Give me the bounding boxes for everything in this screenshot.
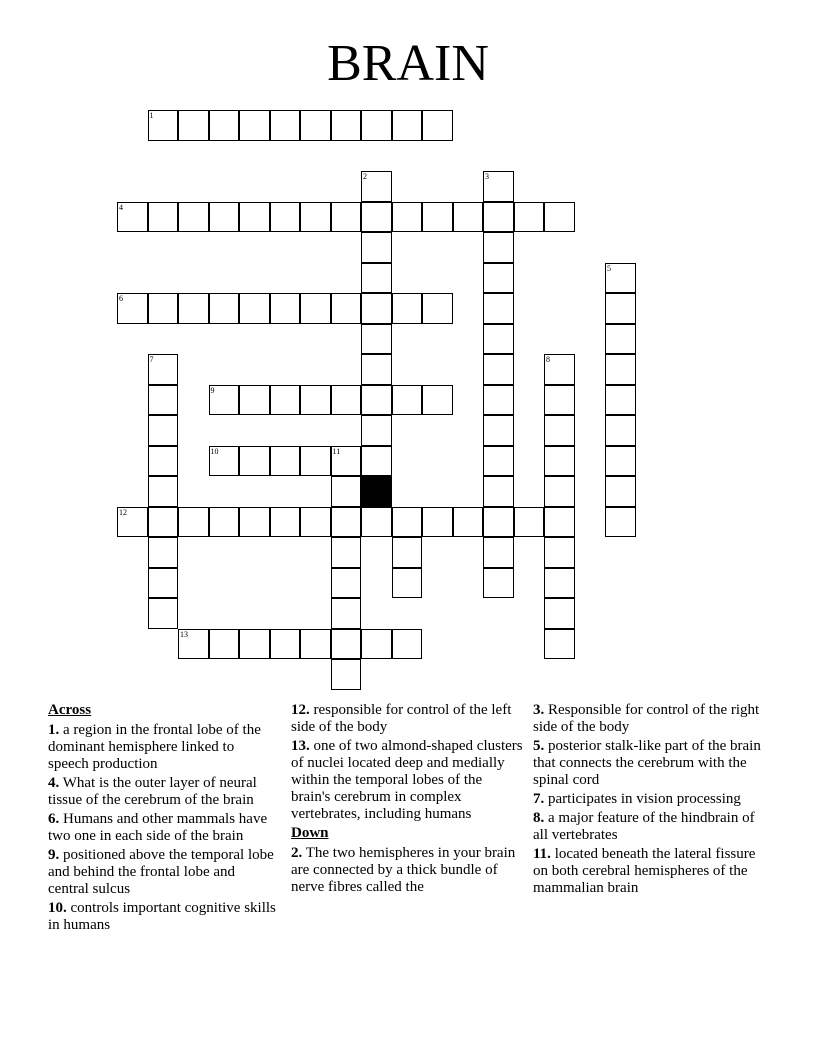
- grid-cell[interactable]: [148, 537, 179, 568]
- grid-cell[interactable]: [392, 537, 423, 568]
- grid-cell[interactable]: [453, 202, 484, 233]
- grid-cell[interactable]: [483, 415, 514, 446]
- grid-cell[interactable]: [209, 507, 240, 538]
- grid-cell[interactable]: [544, 598, 575, 629]
- down-clue-5: 5. posterior stalk-like part of the brain that connects the cerebrum with the spinal cord: [533, 738, 761, 788]
- puzzle-title: BRAIN: [327, 35, 489, 92]
- clue-number: 11: [332, 446, 341, 456]
- grid-cell[interactable]: [361, 415, 392, 446]
- grid-cell[interactable]: [422, 110, 453, 141]
- grid-cell[interactable]: [605, 415, 636, 446]
- grid-cell[interactable]: [331, 537, 362, 568]
- grid-cell[interactable]: [544, 415, 575, 446]
- grid-cell[interactable]: [392, 110, 423, 141]
- grid-cell[interactable]: [605, 507, 636, 538]
- grid-cell[interactable]: [392, 507, 423, 538]
- grid-cell[interactable]: [544, 507, 575, 538]
- grid-cell[interactable]: [209, 202, 240, 233]
- grid-cell[interactable]: [209, 446, 240, 477]
- clue-number: 4: [119, 202, 123, 212]
- grid-cell[interactable]: [544, 537, 575, 568]
- grid-cell[interactable]: [605, 354, 636, 385]
- clue-number: 7: [149, 355, 154, 364]
- grid-cell[interactable]: [361, 324, 392, 355]
- grid-cell[interactable]: [239, 202, 270, 233]
- grid-cell[interactable]: [605, 263, 636, 294]
- grid-cell[interactable]: [361, 263, 392, 294]
- grid-cell[interactable]: [483, 171, 514, 202]
- grid-cell[interactable]: [270, 385, 301, 416]
- grid-cell[interactable]: [544, 385, 575, 416]
- grid-cell[interactable]: [392, 385, 423, 416]
- grid-cell[interactable]: [605, 324, 636, 355]
- grid-cell[interactable]: [483, 324, 514, 355]
- across-heading: Across: [48, 702, 92, 718]
- grid-cell[interactable]: [483, 232, 514, 263]
- grid-cell[interactable]: [331, 110, 362, 141]
- grid-cell[interactable]: [239, 629, 270, 660]
- across-clue-1: 1. a region in the frontal lobe of the dominant hemisphere linked to speech production: [48, 722, 261, 772]
- grid-cell[interactable]: [483, 354, 514, 385]
- down-clue-7: 7. participates in vision processing: [533, 791, 741, 807]
- grid-cell[interactable]: [544, 446, 575, 477]
- grid-cell[interactable]: [117, 202, 148, 233]
- grid-cell[interactable]: [117, 293, 148, 324]
- grid-cell[interactable]: [361, 110, 392, 141]
- grid-cell[interactable]: [178, 202, 209, 233]
- down-clue-11: 11. located beneath the lateral fissure on both cerebral hemispheres of the mammalian brain: [533, 846, 756, 896]
- black-cell: [361, 476, 392, 507]
- across-clue-10: 10. controls important cognitive skills in humans: [48, 900, 276, 933]
- down-heading: Down: [291, 825, 329, 841]
- grid-cell[interactable]: [209, 385, 240, 416]
- grid-cell[interactable]: [178, 507, 209, 538]
- grid-cell[interactable]: [209, 110, 240, 141]
- grid-cell[interactable]: [148, 446, 179, 477]
- clue-number: 1: [149, 111, 154, 120]
- grid-cell[interactable]: [117, 507, 148, 538]
- grid-cell[interactable]: [209, 293, 240, 324]
- across-clue-13: 13. one of two almond-shaped clusters of nuclei located deep and medially within the temporal lobes of the brain's cerebrum in complex vertebrates, including humans: [291, 738, 523, 822]
- grid-cell[interactable]: [453, 507, 484, 538]
- grid-cell[interactable]: [148, 202, 179, 233]
- grid-cell[interactable]: [239, 110, 270, 141]
- grid-cell[interactable]: [300, 385, 331, 416]
- clues-column-1: [48, 702, 276, 936]
- grid-cell[interactable]: [300, 110, 331, 141]
- grid-cell[interactable]: [483, 385, 514, 416]
- across-clue-9: 9. positioned above the temporal lobe and behind the frontal lobe and central sulcus: [48, 847, 274, 897]
- grid-cell[interactable]: [239, 507, 270, 538]
- grid-cell[interactable]: [605, 476, 636, 507]
- grid-cell[interactable]: [361, 507, 392, 538]
- grid-cell[interactable]: [300, 446, 331, 477]
- grid-cell[interactable]: [331, 507, 362, 538]
- grid-cell[interactable]: [270, 110, 301, 141]
- grid-cell[interactable]: [361, 202, 392, 233]
- grid-cell[interactable]: [148, 598, 179, 629]
- grid-cell[interactable]: [544, 202, 575, 233]
- grid-cell[interactable]: [331, 568, 362, 599]
- grid-cell[interactable]: [483, 476, 514, 507]
- clue-number: 8: [546, 355, 550, 364]
- grid-cell[interactable]: [483, 446, 514, 477]
- grid-cell[interactable]: [483, 263, 514, 294]
- grid-cell[interactable]: [270, 446, 301, 477]
- grid-cell[interactable]: [392, 568, 423, 599]
- clue-number: 13: [180, 629, 188, 639]
- grid-cell[interactable]: [361, 629, 392, 660]
- grid-cell[interactable]: [148, 476, 179, 507]
- grid-cell[interactable]: [483, 568, 514, 599]
- grid-cell[interactable]: [605, 385, 636, 416]
- grid-cell[interactable]: [300, 507, 331, 538]
- down-clue-8: 8. a major feature of the hindbrain of all vertebrates: [533, 810, 755, 843]
- clue-number: 9: [210, 385, 215, 395]
- grid-cell[interactable]: [331, 476, 362, 507]
- grid-cell[interactable]: [514, 202, 545, 233]
- grid-cell[interactable]: [209, 629, 240, 660]
- grid-cell[interactable]: [422, 507, 453, 538]
- grid-cell[interactable]: [483, 537, 514, 568]
- down-clue-2: 2. The two hemispheres in your brain are connected by a thick bundle of nerve fibres called the: [291, 845, 516, 895]
- grid-cell[interactable]: [361, 171, 392, 202]
- grid-cell[interactable]: [239, 446, 270, 477]
- grid-cell[interactable]: [331, 446, 362, 477]
- grid-cell[interactable]: [361, 385, 392, 416]
- grid-cell[interactable]: [544, 629, 575, 660]
- grid-cell[interactable]: [178, 110, 209, 141]
- grid-cell[interactable]: [544, 568, 575, 599]
- grid-cell[interactable]: [605, 446, 636, 477]
- grid-cell[interactable]: [422, 293, 453, 324]
- grid-cell[interactable]: [148, 415, 179, 446]
- across-clue-6: 6. Humans and other mammals have two one in each side of the brain: [48, 811, 268, 844]
- grid-cell[interactable]: [361, 293, 392, 324]
- clues-column-3: [533, 702, 761, 899]
- clue-number: 10: [210, 446, 219, 456]
- across-clue-12: 12. responsible for control of the left side of the body: [291, 702, 512, 735]
- grid-cell[interactable]: [178, 629, 209, 660]
- clues-column-2: [291, 702, 523, 898]
- grid-cell[interactable]: [483, 507, 514, 538]
- grid-cell[interactable]: [178, 293, 209, 324]
- grid-cell[interactable]: [148, 568, 179, 599]
- grid-cell[interactable]: [331, 202, 362, 233]
- grid-cell[interactable]: [361, 354, 392, 385]
- clue-number: 12: [119, 507, 127, 517]
- grid-cell[interactable]: [270, 202, 301, 233]
- grid-cell[interactable]: [422, 202, 453, 233]
- grid-cell[interactable]: [300, 293, 331, 324]
- across-clue-4: 4. What is the outer layer of neural tissue of the cerebrum of the brain: [48, 775, 257, 808]
- grid-cell[interactable]: [331, 659, 362, 690]
- grid-cell[interactable]: [392, 293, 423, 324]
- grid-cell[interactable]: [270, 629, 301, 660]
- grid-cell[interactable]: [331, 293, 362, 324]
- grid-cell[interactable]: [300, 202, 331, 233]
- down-clue-3: 3. Responsible for control of the right side of the body: [533, 702, 760, 735]
- clue-number: 6: [119, 294, 123, 303]
- grid-cell[interactable]: [361, 446, 392, 477]
- grid-cell[interactable]: [514, 507, 545, 538]
- grid-cell[interactable]: [239, 293, 270, 324]
- grid-cell[interactable]: [239, 385, 270, 416]
- grid-cell[interactable]: [605, 293, 636, 324]
- clue-number: 2: [363, 172, 367, 181]
- grid-cell[interactable]: [331, 598, 362, 629]
- grid-cell[interactable]: [422, 385, 453, 416]
- grid-cell[interactable]: [483, 202, 514, 233]
- grid-cell[interactable]: [361, 232, 392, 263]
- grid-cell[interactable]: [148, 507, 179, 538]
- grid-cell[interactable]: [544, 476, 575, 507]
- grid-cell[interactable]: [331, 385, 362, 416]
- grid-cell[interactable]: [270, 507, 301, 538]
- grid-cell[interactable]: [392, 202, 423, 233]
- clue-number: 5: [607, 263, 611, 273]
- grid-cell[interactable]: [483, 293, 514, 324]
- grid-cell[interactable]: [148, 110, 179, 141]
- grid-cell[interactable]: [148, 293, 179, 324]
- grid-cell[interactable]: [331, 629, 362, 660]
- clue-number: 3: [485, 172, 489, 181]
- grid-cell[interactable]: [300, 629, 331, 660]
- grid-cell[interactable]: [392, 629, 423, 660]
- grid-cell[interactable]: [544, 354, 575, 385]
- grid-cell[interactable]: [148, 385, 179, 416]
- grid-cell[interactable]: [270, 293, 301, 324]
- grid-cell[interactable]: [148, 354, 179, 385]
